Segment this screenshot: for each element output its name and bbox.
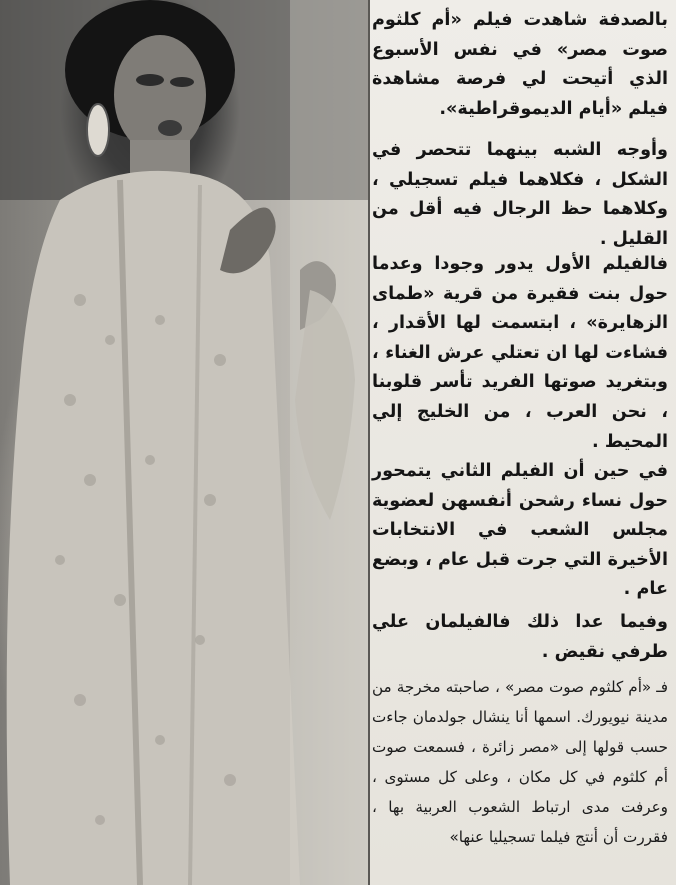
article-column	[372, 0, 670, 885]
article-paragraph: بالصدفة شاهدت فيلم «أم كلثوم صوت مصر» في نفس الأسبوع الذي أتيحت لي فرصة مشاهدة فيلم «أيام الديموقراطية».	[372, 10, 668, 119]
column-divider	[368, 0, 370, 885]
article-paragraph-small: فـ «أم كلثوم صوت مصر» ، صاحبته مخرجة من مدينة نيويورك. اسمها أنا ينشال جولدمان جاءت حسب قولها إلى «مصر زائرة ، فسمعت صوت أم كلثوم في كل مكان ، وعلى كل مستوى ، وعرفت مدى ارتباط الشعوب العربية بها ، فقررت أن أنتج فيلما تسجيليا عنها»	[372, 678, 668, 846]
article-paragraph: فالفيلم الأول يدور وجودا وعدما حول بنت فقيرة من قرية «طماى الزهايرة» ، ابتسمت لها الأقدار ، فشاءت لها ان تعتلي عرش الغناء ، وبتغريد صوتها الفريد تأسر قلوبنا ، نحن العرب ، من الخليج إلي المحيط .	[372, 254, 668, 452]
article-paragraph: وفيما عدا ذلك فالفيلمان علي طرفي نقيض .	[372, 612, 668, 662]
article-paragraph: وأوجه الشبه بينهما تتحصر في الشكل ، فكلاهما فيلم تسجيلي ، وكلاهما حظ الرجال فيه أقل من القليل .	[372, 140, 668, 249]
article-paragraph: في حين أن الفيلم الثاني يتمحور حول نساء رشحن أنفسهن لعضوية مجلس الشعب في الانتخابات الأخيرة التي جرت قبل عام ، وبضع عام .	[372, 461, 668, 600]
